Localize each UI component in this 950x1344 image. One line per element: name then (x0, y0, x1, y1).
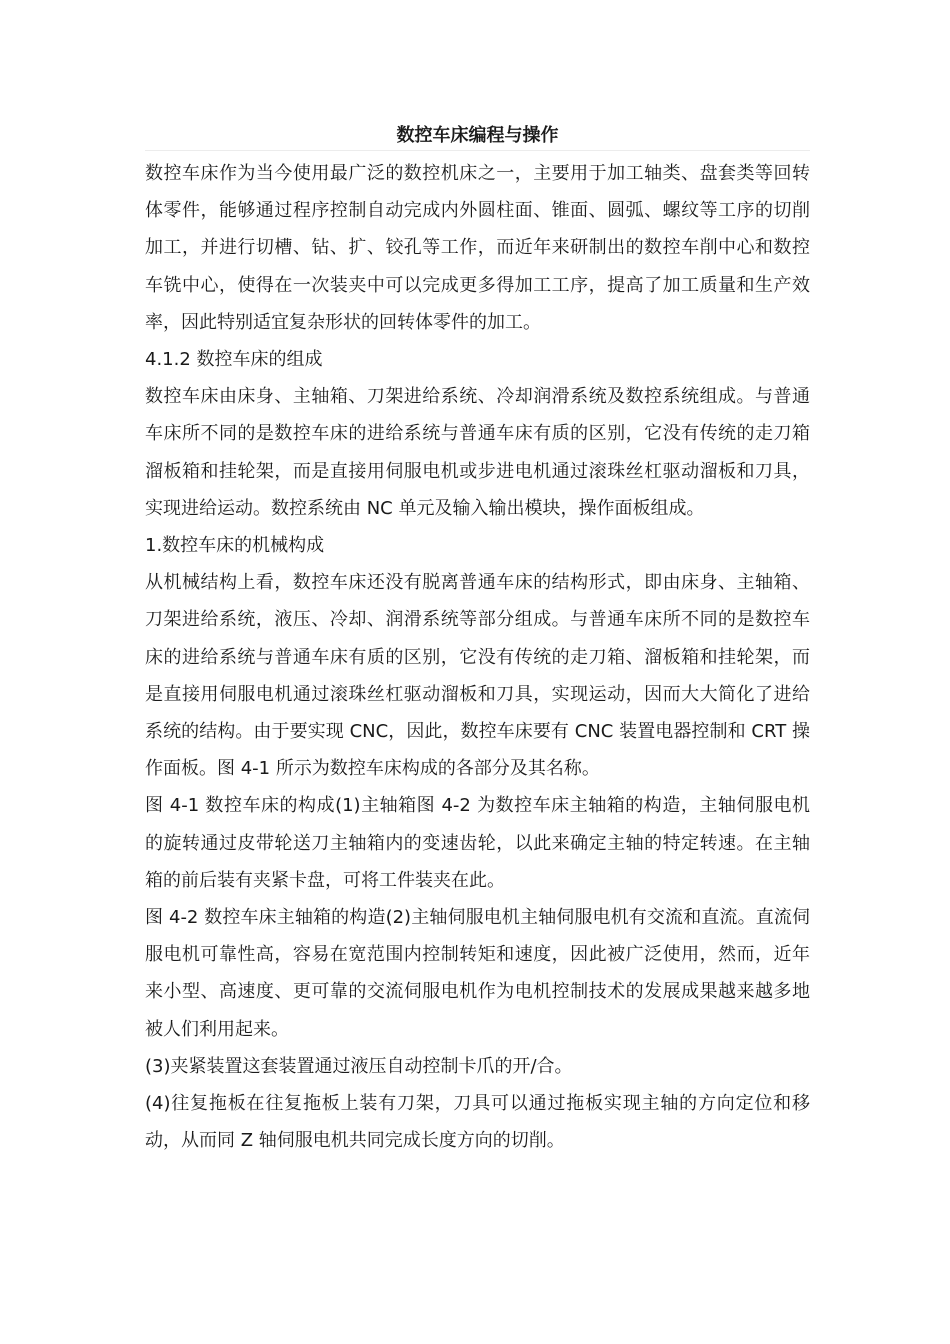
paragraph-mechanical: 从机械结构上看，数控车床还没有脱离普通车床的结构形式，即由床身、主轴箱、刀架进给系统，液压、冷却、润滑系统等部分组成。与普通车床所不同的是数控车床的进给系统与普通车床有质的区别，它没有传统的走刀箱、溜板箱和挂轮架，而是直接用伺服电机通过滚珠丝杠驱动溜板和刀具，实现运动，因而大大简化了进给系统的结构。由于要实现 CNC，因此，数控车床要有 CNC 装置电器控制和 CRT 操作面板。图 4-1 所示为数控车床构成的各部分及其名称。 (145, 572, 810, 780)
paragraph-spindle-box: 图 4-1 数控车床的构成(1)主轴箱图 4-2 为数控车床主轴箱的构造，主轴伺服电机的旋转通过皮带轮送刀主轴箱内的变速齿轮，以此来确定主轴的特定转速。在主轴箱的前后装有夹紧卡盘，可将工件装夹在此。 (145, 795, 810, 891)
section-heading-composition: 4.1.2 数控车床的组成 (145, 349, 323, 371)
paragraph-composition: 数控车床由床身、主轴箱、刀架进给系统、冷却润滑系统及数控系统组成。与普通车床所不同的是数控车床的进给系统与普通车床有质的区别，它没有传统的走刀箱溜板箱和挂轮架，而是直接用伺服电机或步进电机通过滚珠丝杠驱动溜板和刀具，实现进给运动。数控系统由 NC 单元及输入输出模块，操作面板组成。 (145, 386, 810, 519)
paragraph-clamping: (3)夹紧装置这套装置通过液压自动控制卡爪的开/合。 (145, 1055, 573, 1077)
paragraph-servo-motor: 图 4-2 数控车床主轴箱的构造(2)主轴伺服电机主轴伺服电机有交流和直流。直流伺服电机可靠性高，容易在宽范围内控制转矩和速度，因此被广泛使用，然而，近年来小型、高速度、更可靠的交流伺服电机作为电机控制技术的发展成果越来越多地被人们利用起来。 (145, 907, 810, 1040)
paragraph-carriage: (4)往复拖板在往复拖板上装有刀架，刀具可以通过拖板实现主轴的方向定位和移动，从而同 Z 轴伺服电机共同完成长度方向的切削。 (145, 1093, 810, 1152)
document-title: 数控车床编程与操作 (145, 122, 810, 151)
document-page (145, 122, 810, 1159)
paragraph-intro: 数控车床作为当今使用最广泛的数控机床之一，主要用于加工轴类、盘套类等回转体零件，能够通过程序控制自动完成内外圆柱面、锥面、圆弧、螺纹等工序的切削加工，并进行切槽、钻、扩、铰孔等工作，而近年来研制出的数控车削中心和数控车铣中心，使得在一次装夹中可以完成更多得加工工序，提高了加工质量和生产效率，因此特别适宜复杂形状的回转体零件的加工。 (145, 163, 810, 333)
section-heading-mechanical: 1.数控车床的机械构成 (145, 535, 325, 557)
